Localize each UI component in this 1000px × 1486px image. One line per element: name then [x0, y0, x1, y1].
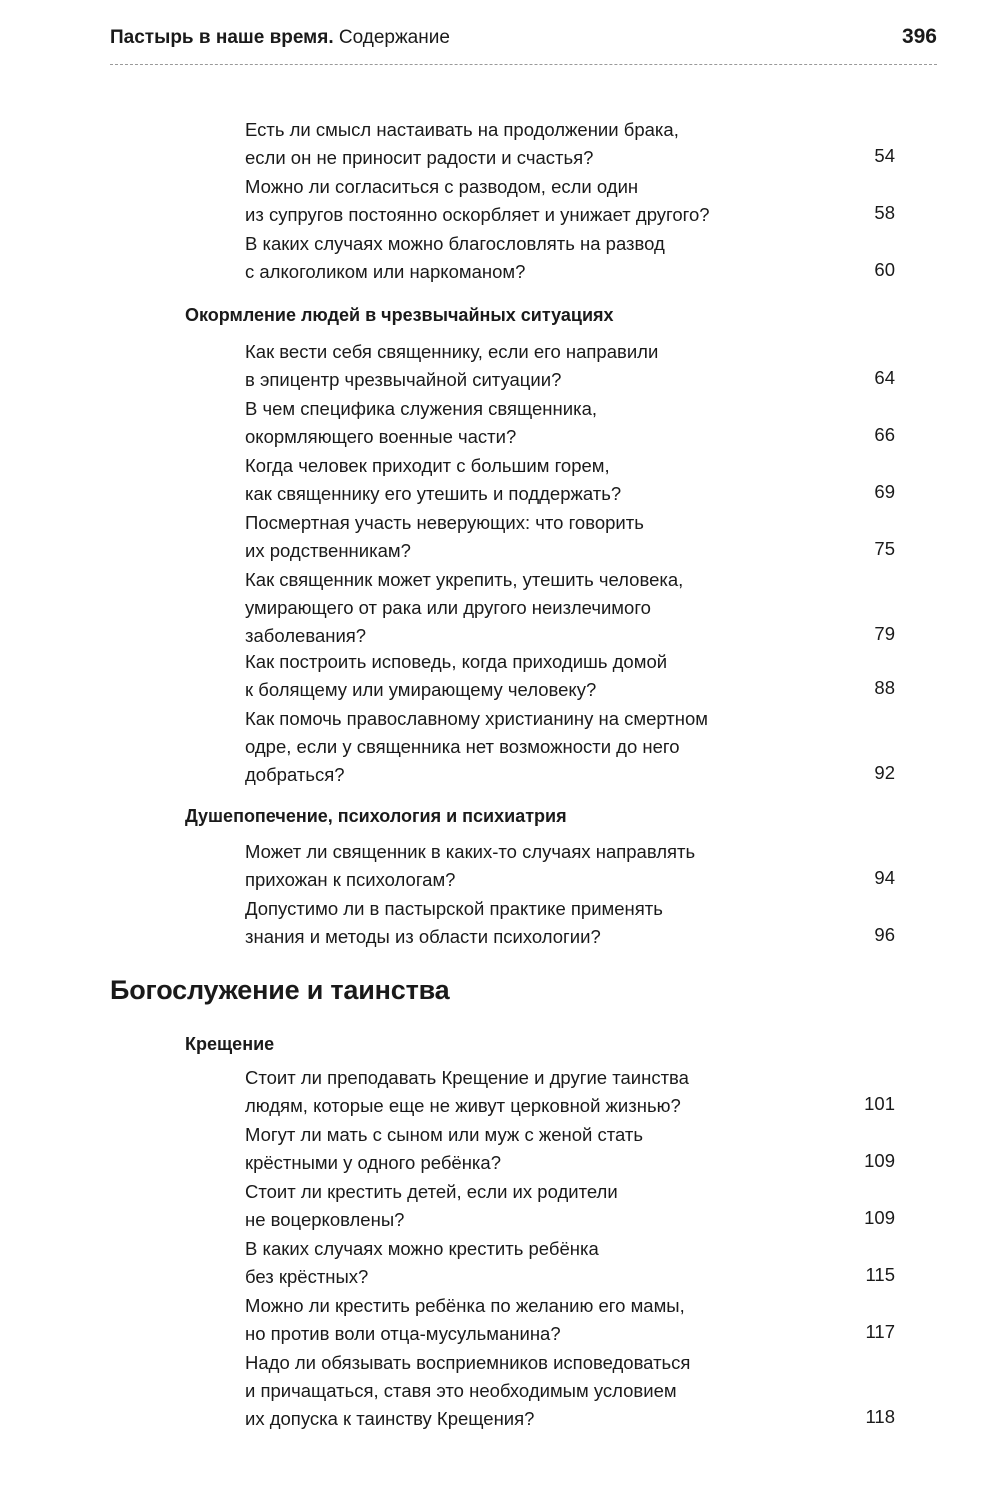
entry-title: Надо ли обязывать восприемников исповедоваться и причащаться, ставя это необходимым условием их допуска к таинству Крещения?	[245, 1352, 691, 1429]
entry-title: Могут ли мать с сыном или муж с женой стать крёстными у одного ребёнка?	[245, 1124, 643, 1173]
toc-entry[interactable]	[245, 509, 895, 565]
entry-title: В каких случаях можно крестить ребёнка без крёстных?	[245, 1238, 599, 1287]
entry-title: Есть ли смысл настаивать на продолжении брака, если он не приносит радости и счастья?	[245, 119, 679, 168]
entry-page-number: 88	[874, 677, 895, 698]
entry-page-number: 92	[874, 762, 895, 783]
entry-title: Допустимо ли в пастырской практике применять знания и методы из области психологии?	[245, 898, 663, 947]
toc-entry[interactable]	[245, 566, 895, 650]
toc-entry[interactable]	[245, 895, 895, 951]
toc-entry[interactable]	[245, 648, 895, 704]
entry-title: Как вести себя священнику, если его направили в эпицентр чрезвычайной ситуации?	[245, 341, 659, 390]
entry-page-number: 60	[874, 259, 895, 280]
entry-page-number: 66	[874, 424, 895, 445]
entry-title: Может ли священник в каких-то случаях направлять прихожан к психологам?	[245, 841, 696, 890]
entry-page-number: 101	[864, 1093, 895, 1114]
subsection-title: Крещение	[185, 1034, 275, 1054]
entry-title: В чем специфика служения священника, окормляющего военные части?	[245, 398, 597, 447]
entry-page-number: 54	[874, 145, 895, 166]
section-title: Богослужение и таинства	[110, 975, 450, 1005]
entry-title: Стоит ли преподавать Крещение и другие таинства людям, которые еще не живут церковной жизнью?	[245, 1067, 689, 1116]
entry-title: Можно ли согласиться с разводом, если один из супругов постоянно оскорбляет и унижает другого?	[245, 176, 710, 225]
entry-title: В каких случаях можно благословлять на развод с алкоголиком или наркоманом?	[245, 233, 665, 282]
toc-entry[interactable]	[245, 1349, 895, 1433]
page-number: 396	[901, 25, 937, 48]
entry-page-number: 69	[874, 481, 895, 502]
toc-entry[interactable]	[245, 1064, 895, 1120]
toc-entry[interactable]	[245, 1178, 895, 1234]
entry-title: Когда человек приходит с большим горем, как священнику его утешить и поддержать?	[245, 455, 622, 504]
toc-entry[interactable]	[245, 705, 895, 789]
entry-page-number: 118	[865, 1406, 895, 1427]
entry-title: Стоит ли крестить детей, если их родители не воцерковлены?	[245, 1181, 618, 1230]
entry-page-number: 109	[864, 1150, 895, 1171]
toc-entry[interactable]	[245, 1292, 895, 1348]
toc-entry[interactable]	[245, 1235, 895, 1291]
entry-page-number: 115	[865, 1264, 895, 1285]
book-title: Пастырь в наше время.	[110, 27, 334, 48]
toc-entry[interactable]	[245, 173, 895, 229]
toc-entry[interactable]	[245, 838, 895, 894]
entry-page-number: 75	[874, 538, 895, 559]
toc-entry[interactable]	[245, 1121, 895, 1177]
page-header	[110, 24, 937, 54]
entry-page-number: 96	[874, 924, 895, 945]
entry-title: Посмертная участь неверующих: что говорить их родственникам?	[245, 512, 644, 561]
toc-entry[interactable]	[245, 116, 895, 172]
entry-page-number: 109	[864, 1207, 895, 1228]
toc-entry[interactable]	[245, 230, 895, 286]
section-name: Содержание	[338, 27, 450, 48]
subsection-title: Окормление людей в чрезвычайных ситуациях	[185, 305, 614, 325]
toc-entry[interactable]	[245, 395, 895, 451]
entry-title: Как священник может укрепить, утешить человека, умирающего от рака или другого неизлечимого заболевания?	[245, 569, 684, 646]
entry-title: Как построить исповедь, когда приходишь домой к болящему или умирающему человеку?	[245, 651, 668, 700]
entry-title: Как помочь православному христианину на смертном одре, если у священника нет возможности до него добраться?	[245, 708, 708, 785]
entry-page-number: 64	[874, 367, 895, 388]
header-divider	[110, 64, 937, 65]
subsection-title: Душепопечение, психология и психиатрия	[185, 806, 567, 826]
entry-title: Можно ли крестить ребёнка по желанию его мамы, но против воли отца-мусульманина?	[245, 1295, 685, 1344]
running-title	[110, 27, 450, 49]
toc-entry[interactable]	[245, 452, 895, 508]
entry-page-number: 94	[874, 867, 895, 888]
entry-page-number: 58	[874, 202, 895, 223]
entry-page-number: 117	[865, 1321, 895, 1342]
toc-entry[interactable]	[245, 338, 895, 394]
entry-page-number: 79	[874, 623, 895, 644]
